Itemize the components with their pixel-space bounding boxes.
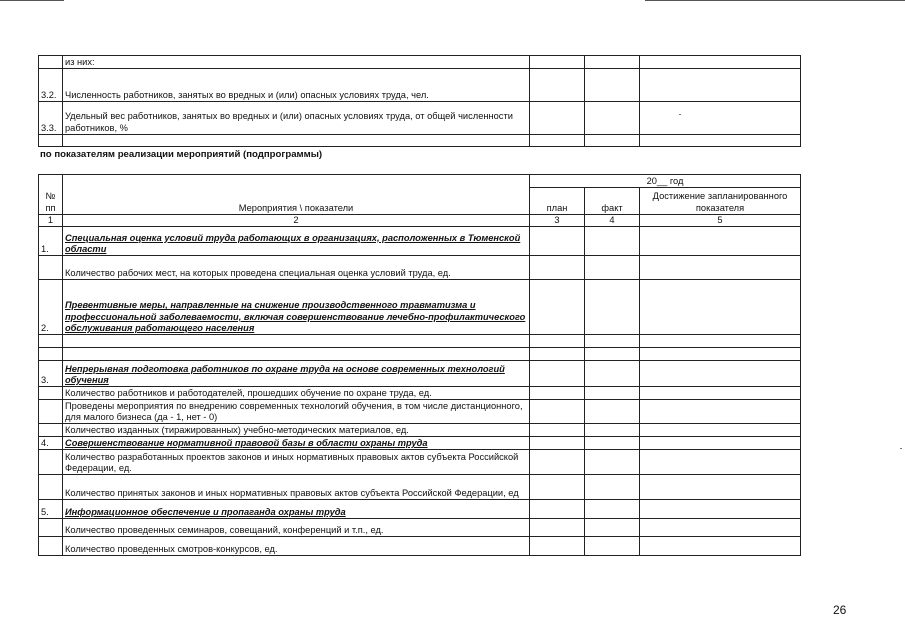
workers-indicators-table [38, 55, 801, 147]
table-row [39, 400, 801, 424]
workers-row-text: Численность работников, занятых во вредных и (или) опасных условиях труда, чел. [63, 69, 530, 102]
fact-cell [585, 69, 640, 102]
achievement-cell [640, 500, 801, 519]
col-number-2: 2 [63, 215, 530, 227]
events-table-body [39, 227, 801, 556]
workers-row-text: из них: [63, 56, 530, 69]
table-row [39, 335, 801, 348]
section-subtitle: по показателям реализации мероприятий (подпрограммы) [40, 149, 323, 160]
workers-indicators-body [39, 56, 801, 147]
plan-cell [530, 361, 585, 387]
events-row-number: 4. [39, 437, 63, 450]
events-row-number: 1. [39, 227, 63, 256]
section-heading: Превентивные меры, направленные на снижение производственного травматизма и профессиональной заболеваемости, включая совершенствование лечебно-профилактического обслуживания работающего населения [65, 300, 526, 333]
events-row-text: Количество изданных (тиражированных) учебно-методических материалов, ед. [63, 424, 530, 437]
fact-cell [585, 400, 640, 424]
table-row [39, 437, 801, 450]
plan-cell [530, 519, 585, 537]
fact-cell [585, 135, 640, 147]
plan-cell [530, 256, 585, 280]
achievement-cell [640, 280, 801, 335]
section-heading: Совершенствование нормативной правовой базы в области охраны труда [65, 438, 428, 448]
achievement-cell [640, 450, 801, 475]
top-edge-line-right [645, 0, 905, 1]
fact-cell [585, 387, 640, 400]
table-row [39, 475, 801, 500]
achievement-cell [640, 135, 801, 147]
fact-cell [585, 500, 640, 519]
achievement-cell [640, 102, 801, 135]
table-row [39, 256, 801, 280]
events-row-text [63, 437, 530, 450]
events-row-text [63, 280, 530, 335]
table-row [39, 500, 801, 519]
table-row [39, 387, 801, 400]
plan-cell [530, 69, 585, 102]
plan-cell [530, 56, 585, 69]
table-row [39, 537, 801, 556]
achievement-cell [640, 348, 801, 361]
workers-row-text [63, 135, 530, 147]
scan-speck [679, 114, 681, 115]
plan-cell [530, 475, 585, 500]
events-indicators-table [38, 174, 801, 556]
events-row-text: Количество проведенных смотров-конкурсов, ед. [63, 537, 530, 556]
events-row-number [39, 348, 63, 361]
fact-cell [585, 56, 640, 69]
fact-cell [585, 424, 640, 437]
fact-cell [585, 537, 640, 556]
plan-cell [530, 280, 585, 335]
workers-row-number: 3.3. [39, 102, 63, 135]
table-row [39, 361, 801, 387]
workers-row-text: Удельный вес работников, занятых во вредных и (или) опасных условиях труда, от общей численности работников, % [63, 102, 530, 135]
header-fact: факт [585, 188, 640, 215]
events-row-text [63, 335, 530, 348]
header-year: 20__ год [530, 175, 801, 188]
fact-cell [585, 361, 640, 387]
plan-cell [530, 335, 585, 348]
events-row-number [39, 424, 63, 437]
events-row-text [63, 500, 530, 519]
col-number-4: 4 [585, 215, 640, 227]
table-row [39, 280, 801, 335]
fact-cell [585, 450, 640, 475]
events-row-number [39, 475, 63, 500]
table-row [39, 135, 801, 147]
fact-cell [585, 348, 640, 361]
events-row-number: 3. [39, 361, 63, 387]
events-row-text: Количество проведенных семинаров, совещаний, конференций и т.п., ед. [63, 519, 530, 537]
fact-cell [585, 335, 640, 348]
events-row-number [39, 387, 63, 400]
achievement-cell [640, 519, 801, 537]
plan-cell [530, 135, 585, 147]
fact-cell [585, 475, 640, 500]
top-edge-line-left [0, 0, 64, 1]
plan-cell [530, 102, 585, 135]
events-table-header [39, 175, 801, 227]
achievement-cell [640, 387, 801, 400]
workers-row-number [39, 56, 63, 69]
achievement-cell [640, 335, 801, 348]
workers-row-number: 3.2. [39, 69, 63, 102]
events-row-number [39, 519, 63, 537]
achievement-cell [640, 475, 801, 500]
achievement-cell [640, 537, 801, 556]
table-row [39, 424, 801, 437]
achievement-cell [640, 361, 801, 387]
section-heading: Специальная оценка условий труда работающих в организациях, расположенных в Тюменской области [65, 232, 521, 254]
achievement-cell [640, 69, 801, 102]
header-achievement: Достижение запланированного показателя [640, 188, 801, 215]
header-num: № пп [39, 175, 63, 215]
table-row [39, 69, 801, 102]
achievement-cell [640, 227, 801, 256]
header-events: Мероприятия \ показатели [63, 175, 530, 215]
events-row-number: 2. [39, 280, 63, 335]
achievement-cell [640, 424, 801, 437]
plan-cell [530, 348, 585, 361]
fact-cell [585, 519, 640, 537]
events-row-number [39, 450, 63, 475]
page-number: 26 [833, 603, 847, 617]
plan-cell [530, 450, 585, 475]
scan-speck [900, 448, 902, 449]
section-heading: Непрерывная подготовка работников по охране труда на основе современных технологий обучения [65, 363, 505, 385]
table-row [39, 450, 801, 475]
events-row-text [63, 361, 530, 387]
events-row-number [39, 335, 63, 348]
events-row-text [63, 227, 530, 256]
col-number-3: 3 [530, 215, 585, 227]
table-row [39, 519, 801, 537]
achievement-cell [640, 437, 801, 450]
achievement-cell [640, 256, 801, 280]
plan-cell [530, 424, 585, 437]
events-row-text: Количество разработанных проектов законов и иных нормативных правовых актов субъекта Российской Федерации, ед. [63, 450, 530, 475]
fact-cell [585, 227, 640, 256]
events-row-text: Количество принятых законов и иных нормативных правовых актов субъекта Российской Федерации, ед [63, 475, 530, 500]
workers-row-number [39, 135, 63, 147]
plan-cell [530, 400, 585, 424]
col-number-1: 1 [39, 215, 63, 227]
events-row-number [39, 400, 63, 424]
events-row-number [39, 537, 63, 556]
table-row [39, 56, 801, 69]
col-number-5: 5 [640, 215, 801, 227]
table-row [39, 102, 801, 135]
plan-cell [530, 227, 585, 256]
plan-cell [530, 537, 585, 556]
achievement-cell [640, 400, 801, 424]
events-row-text: Проведены мероприятия по внедрению современных технологий обучения, в том числе дистанционного, для малого бизнеса (да - 1, нет - 0) [63, 400, 530, 424]
achievement-cell [640, 56, 801, 69]
events-row-number: 5. [39, 500, 63, 519]
plan-cell [530, 500, 585, 519]
fact-cell [585, 280, 640, 335]
events-row-text [63, 348, 530, 361]
fact-cell [585, 256, 640, 280]
fact-cell [585, 102, 640, 135]
plan-cell [530, 387, 585, 400]
fact-cell [585, 437, 640, 450]
table-row [39, 227, 801, 256]
plan-cell [530, 437, 585, 450]
section-heading: Информационное обеспечение и пропаганда охраны труда [65, 507, 346, 517]
header-plan: план [530, 188, 585, 215]
table-row [39, 348, 801, 361]
events-row-text: Количество работников и работодателей, прошедших обучение по охране труда, ед. [63, 387, 530, 400]
events-row-text: Количество рабочих мест, на которых проведена специальная оценка условий труда, ед. [63, 256, 530, 280]
events-row-number [39, 256, 63, 280]
